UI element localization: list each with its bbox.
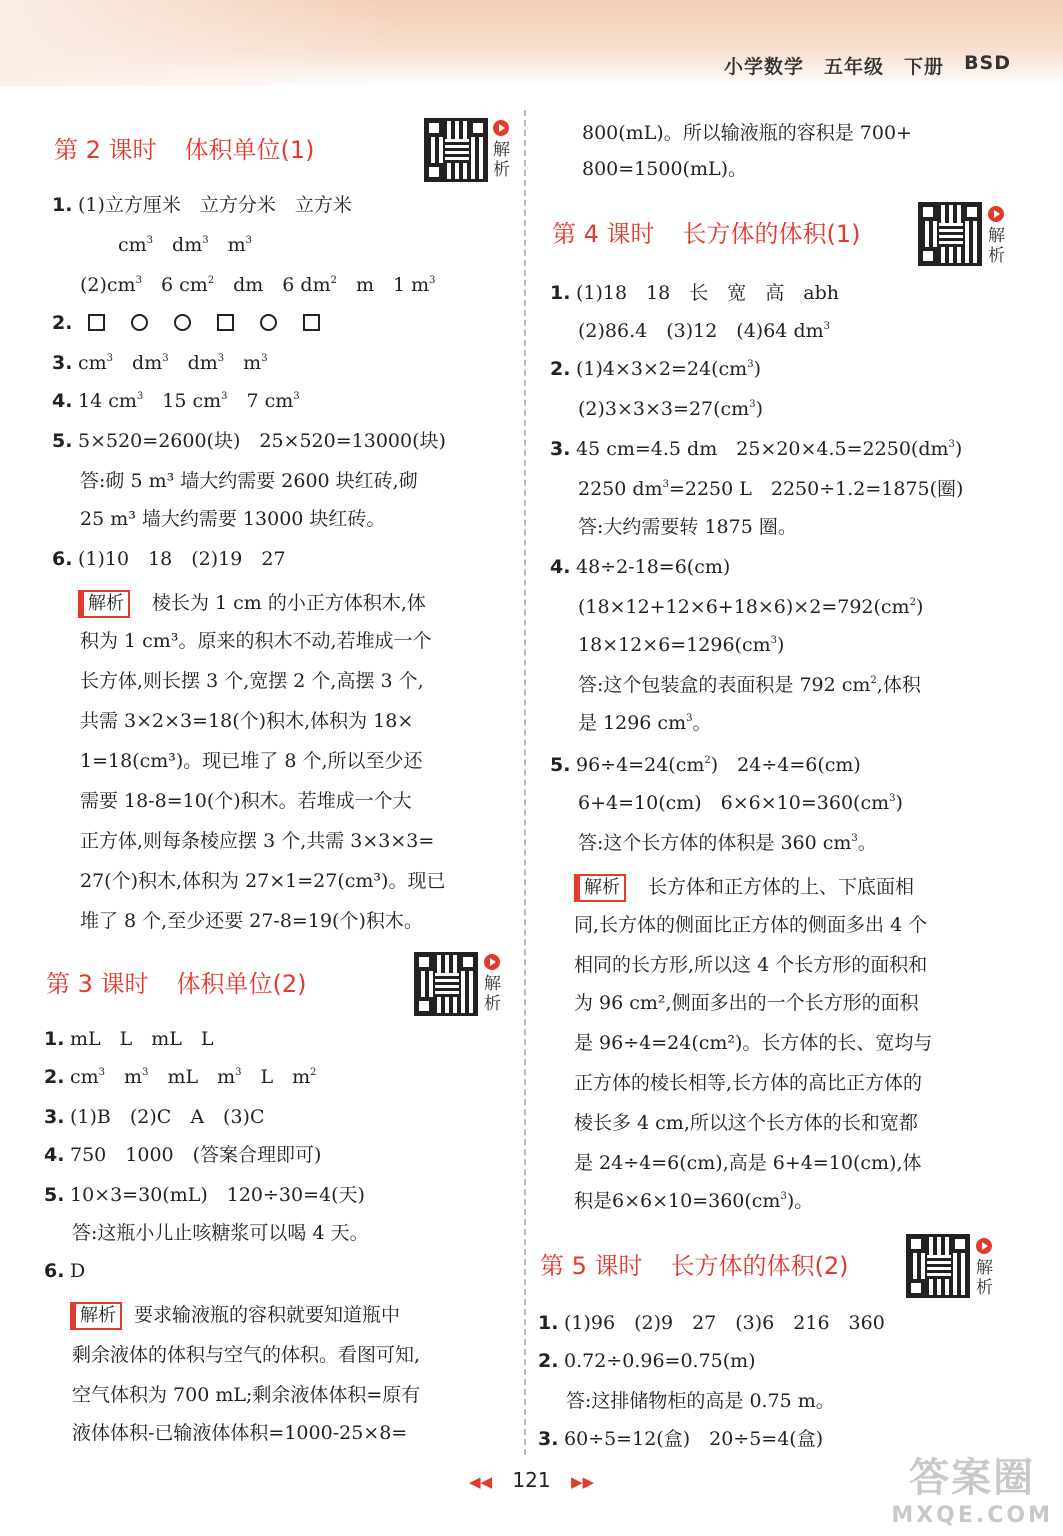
l4-q1: 1. (1)18 18 长 宽 高 abh bbox=[550, 282, 839, 304]
page-number: 121 bbox=[512, 1468, 551, 1492]
volume: 下册 bbox=[904, 56, 945, 78]
l2-q5: 5. 5×520=2600(块) 25×520=13000(块) bbox=[52, 430, 446, 452]
r-cont-0: 800(mL)。所以输液瓶的容积是 700+ bbox=[582, 122, 912, 144]
l4-analysis-4: 是 96÷4=24(cm²)。长方体的长、宽均与 bbox=[574, 1032, 933, 1054]
l3-analysis-2: 空气体积为 700 mL;剩余液体体积=原有 bbox=[72, 1384, 421, 1406]
l4-analysis-5: 正方体的棱长相等,长方体的高比正方体的 bbox=[574, 1072, 923, 1094]
l3-q3: 3. (1)B (2)C A (3)C bbox=[44, 1106, 265, 1128]
l2-q1: 1. (1)立方厘米 立方分米 立方米 bbox=[52, 194, 352, 216]
l5-q3: 3. 60÷5=12(盒) 20÷5=4(盒) bbox=[538, 1428, 824, 1450]
r-cont-1: 800=1500(mL)。 bbox=[582, 158, 747, 180]
l3-analysis-1: 剩余液体的体积与空气的体积。看图可知, bbox=[72, 1344, 421, 1366]
l2-analysis-1: 积为 1 cm³。原来的积木不动,若堆成一个 bbox=[80, 630, 432, 652]
play-icon bbox=[988, 206, 1004, 222]
l3-analysis-0: 解析 要求输液瓶的容积就要知道瓶中 bbox=[70, 1302, 400, 1330]
l4-q3: 3. 45 cm=4.5 dm $25\times 20\times 4.5=2250(dm^3)$ bbox=[550, 438, 963, 460]
circle-shape bbox=[174, 314, 191, 331]
l4-q4-line2: $(18\times 12+12\times 6+18\times 6)\times 2=792(cm^2)$ bbox=[578, 596, 924, 618]
lesson-5-title: 第 5 课时 长方体的体积(2) bbox=[540, 1252, 849, 1280]
l2-q2: 2. bbox=[52, 314, 346, 333]
qr-code-icon[interactable] bbox=[906, 1234, 970, 1298]
qr-code-icon[interactable] bbox=[918, 202, 982, 266]
qr-label: 解析 bbox=[493, 140, 510, 180]
l4-analysis-0: 解析 长方体和正方体的上、下底面相 bbox=[574, 874, 914, 902]
l2-analysis-2: 长方体,则长摆 3 个,宽摆 2 个,高摆 3 个, bbox=[80, 670, 424, 692]
l4-q4-line3: $18\times 12\times 6=1296(cm^3)$ bbox=[578, 634, 785, 656]
prev-arrows-icon: ◀◀ bbox=[468, 1473, 493, 1491]
l4-q5: 5. $96\div 4=24(cm^2)$ 24÷4=6(cm) bbox=[550, 754, 861, 776]
l3-q5: 5. 10×3=30(mL) 120÷30=4(天) bbox=[44, 1184, 365, 1206]
l5-q1: 1. (1)96 (2)9 27 (3)6 216 360 bbox=[538, 1312, 885, 1334]
lesson-2-title: 第 2 课时 体积单位(1) bbox=[54, 136, 315, 164]
l4-q2: 2. $(1)4\times 3\times 2=24(cm^3)$ bbox=[550, 358, 761, 380]
l2-analysis-7: 27(个)积木,体积为 27×1=27(cm³)。现已 bbox=[80, 870, 446, 892]
analysis-tag: 解析 bbox=[78, 590, 130, 618]
l2-analysis-6: 正方体,则每条棱应摆 3 个,共需 3×3×3= bbox=[80, 830, 435, 852]
play-icon bbox=[493, 120, 509, 136]
circle-shape bbox=[131, 314, 148, 331]
l3-q1: 1. mL L mL L bbox=[44, 1028, 214, 1050]
l2-q1-part2: $(2)cm^3$ 6 $cm^2$ dm 6 $dm^2$ m 1 $m^3$ bbox=[80, 274, 436, 296]
l4-q2-part2: $(2)3\times 3\times 3=27(cm^3)$ bbox=[578, 398, 763, 420]
l2-analysis-4: 1=18(cm³)。现已堆了 8 个,所以至少还 bbox=[80, 750, 423, 772]
l3-q2: 2. $cm^3$ $m^3$ mL $m^3$ L $m^2$ bbox=[44, 1066, 317, 1088]
l2-q6: 6. (1)10 18 (2)19 27 bbox=[52, 548, 286, 570]
l4-analysis-3: 为 96 cm²,侧面多出的一个长方形的面积 bbox=[574, 992, 919, 1014]
lesson-3-title: 第 3 课时 体积单位(2) bbox=[46, 970, 307, 998]
l2-q5-answer-cont: 25 m³ 墙大约需要 13000 块红砖。 bbox=[80, 508, 386, 530]
l3-q6: 6. D bbox=[44, 1260, 86, 1282]
l2-analysis-5: 需要 18-8=10(个)积木。若堆成一个大 bbox=[80, 790, 412, 812]
square-shape bbox=[217, 314, 234, 331]
watermark-logo: 答案圈 MXQE.COM bbox=[891, 1455, 1053, 1528]
l5-q2: 2. 0.72÷0.96=0.75(m) bbox=[538, 1350, 756, 1372]
analysis-tag: 解析 bbox=[70, 1302, 122, 1330]
l2-q4: 4. 14 $cm^3$ 15 $cm^3$ 7 $cm^3$ bbox=[52, 390, 300, 412]
l4-analysis-8: 积是$6\times 6\times 10=360(cm^3)$。 bbox=[574, 1190, 814, 1212]
l4-q1-part2: (2)86.4 (3)12 (4)64 $dm^3$ bbox=[578, 320, 830, 342]
l3-analysis-3: 液体体积-已输液体体积=1000-25×8= bbox=[72, 1422, 408, 1444]
qr-label: 解析 bbox=[484, 974, 501, 1014]
l4-analysis-2: 相同的长方形,所以这 4 个长方形的面积和 bbox=[574, 954, 928, 976]
l4-q3-answer: 答:大约需要转 1875 圈。 bbox=[578, 516, 797, 538]
edition: BSD bbox=[964, 52, 1011, 74]
book-info bbox=[724, 52, 1011, 79]
l5-q2-answer: 答:这排储物柜的高是 0.75 m。 bbox=[566, 1390, 835, 1412]
play-icon bbox=[976, 1238, 992, 1254]
qr-code-icon[interactable] bbox=[414, 952, 478, 1016]
l3-q5-answer: 答:这瓶小儿止咳糖浆可以喝 4 天。 bbox=[72, 1222, 369, 1244]
l2-analysis-8: 堆了 8 个,至少还要 27-8=19(个)积木。 bbox=[80, 910, 423, 932]
analysis-tag: 解析 bbox=[574, 874, 626, 902]
l4-q5-line2: 6+4=10(cm) $6\times 6\times 10=360(cm^3)$ bbox=[578, 792, 903, 814]
l2-q3: 3. $cm^3$ $dm^3$ $dm^3$ $m^3$ bbox=[52, 352, 268, 374]
l4-q4-answer: 答:这个包装盒的表面积是 792 $cm^2$,体积 bbox=[578, 674, 921, 696]
qr-label: 解析 bbox=[988, 226, 1005, 266]
l3-q4: 4. 750 1000 (答案合理即可) bbox=[44, 1144, 322, 1166]
lesson-4-title: 第 4 课时 长方体的体积(1) bbox=[552, 220, 861, 248]
l2-analysis-0: 解析 棱长为 1 cm 的小正方体积木,体 bbox=[78, 590, 426, 618]
subject: 小学数学 bbox=[724, 56, 805, 78]
next-arrows-icon: ▶▶ bbox=[570, 1473, 595, 1491]
play-icon bbox=[484, 954, 500, 970]
l4-q5-answer: 答:这个长方体的体积是 360 $cm^3$。 bbox=[578, 832, 877, 854]
l2-analysis-3: 共需 3×2×3=18(个)积木,体积为 18× bbox=[80, 710, 414, 732]
grade: 五年级 bbox=[824, 56, 885, 78]
circle-shape bbox=[260, 314, 277, 331]
l4-q4-answer-cont: 是 1296 $cm^3$。 bbox=[578, 712, 712, 734]
l4-q4: 4. 48÷2-18=6(cm) bbox=[550, 556, 731, 578]
column-divider bbox=[524, 110, 526, 1455]
l2-q1-units: $cm^3$ $dm^3$ $m^3$ bbox=[118, 234, 253, 256]
l4-analysis-7: 是 24÷4=6(cm),高是 6+4=10(cm),体 bbox=[574, 1152, 922, 1174]
square-shape bbox=[303, 314, 320, 331]
l4-q3-line2: 2250 $dm^3=2250$ L 2250÷1.2=1875(圈) bbox=[578, 478, 964, 500]
l2-q5-answer: 答:砌 5 m³ 墙大约需要 2600 块红砖,砌 bbox=[80, 470, 418, 492]
l4-analysis-1: 同,长方体的侧面比正方体的侧面多出 4 个 bbox=[574, 914, 928, 936]
qr-code-icon[interactable] bbox=[424, 118, 488, 182]
square-shape bbox=[88, 314, 105, 331]
qr-label: 解析 bbox=[976, 1258, 993, 1298]
l4-analysis-6: 棱长多 4 cm,所以这个长方体的长和宽都 bbox=[574, 1112, 918, 1134]
